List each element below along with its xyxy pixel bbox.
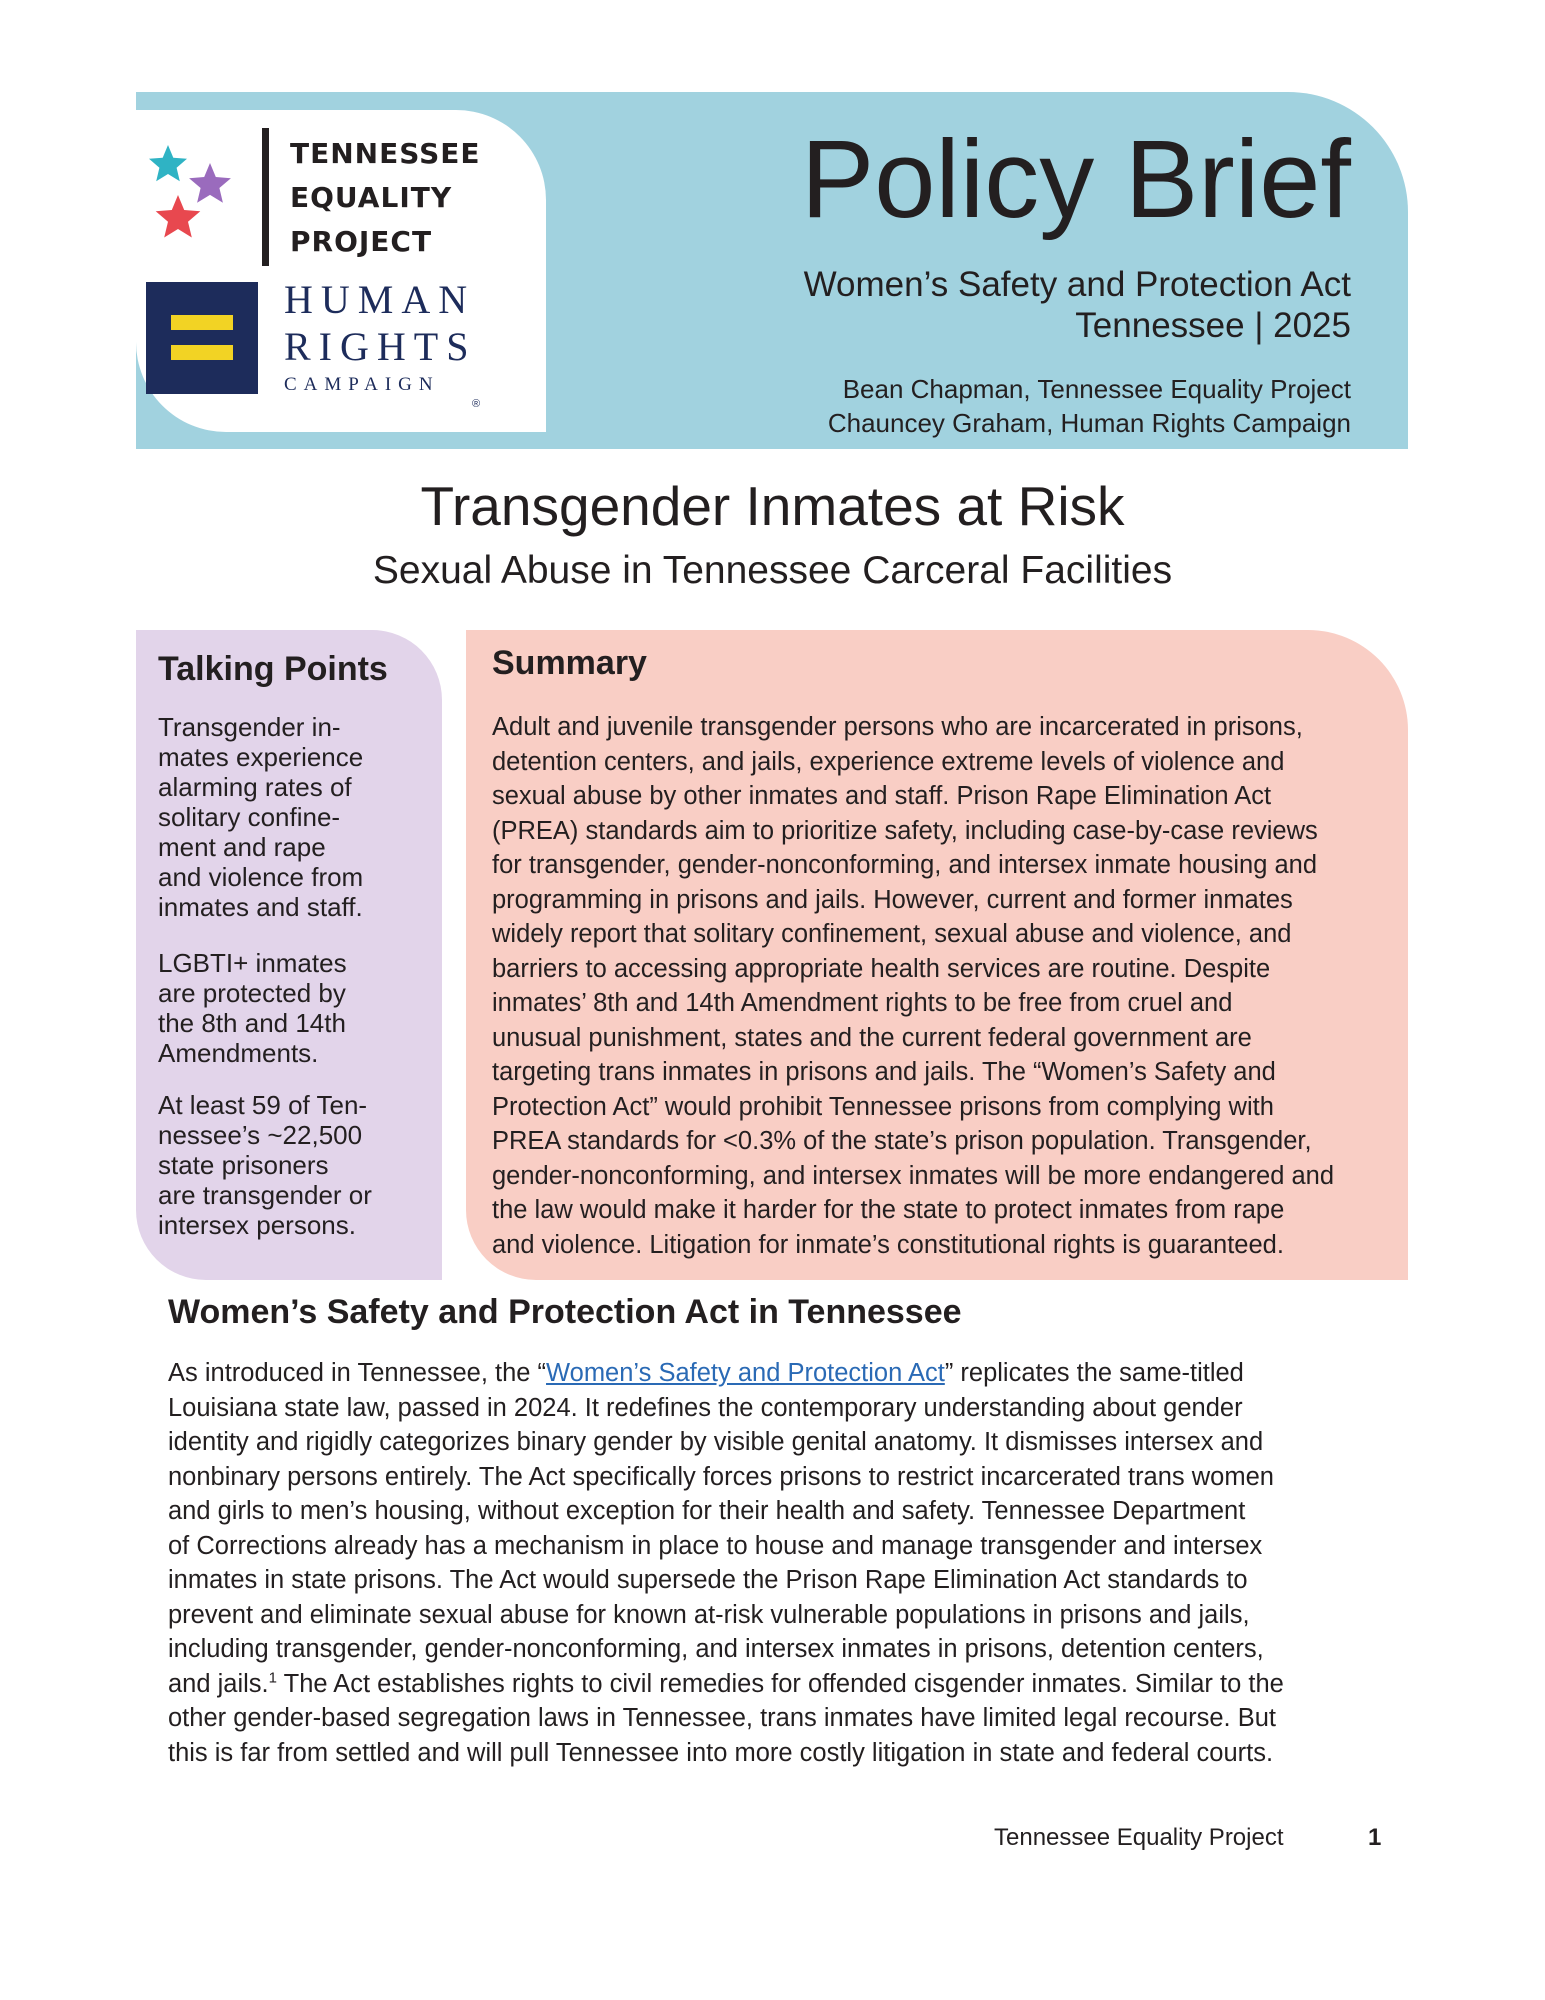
talking-point-line: and violence from xyxy=(158,862,364,892)
talking-point-paragraph xyxy=(158,1090,428,1240)
body-line-with-link xyxy=(168,1356,1400,1391)
summary-line: gender-nonconforming, and intersex inmates will be more endangered and xyxy=(492,1161,1335,1190)
talking-point-line: Amendments. xyxy=(158,1038,319,1068)
body-line: Louisiana state law, passed in 2024. It redefines the contemporary understanding about gender xyxy=(168,1393,1243,1422)
body-line: identity and rigidly categorizes binary gender by visible genital anatomy. It dismisses intersex and xyxy=(168,1428,1264,1456)
summary-line: detention centers, and jails, experience extreme levels of violence and xyxy=(492,747,1285,776)
body-line: prevent and eliminate sexual abuse for known at-risk vulnerable populations in prisons and jails, xyxy=(168,1600,1250,1629)
body-line: inmates in state prisons. The Act would supersede the Prison Rape Elimination Act standards to xyxy=(168,1566,1248,1594)
summary-line: PREA standards for <0.3% of the state’s prison population. Transgender, xyxy=(492,1127,1312,1155)
body-text: The Act establishes rights to civil remedies for offended cisgender inmates. Similar to the xyxy=(277,1669,1284,1698)
summary-heading: Summary xyxy=(492,644,647,682)
body-line: of Corrections already has a mechanism in place to house and manage transgender and intersex xyxy=(168,1531,1263,1560)
body-text: and jails. xyxy=(168,1669,269,1698)
hrc-logo-line: HUMAN xyxy=(284,277,476,322)
hrc-logo-text xyxy=(284,276,484,396)
tep-logo-divider xyxy=(262,128,269,266)
summary-line: for transgender, gender-nonconforming, and intersex inmate housing and xyxy=(492,851,1318,879)
body-line: and girls to men’s housing, without exception for their health and safety. Tennessee Department xyxy=(168,1497,1246,1525)
registered-mark: ® xyxy=(472,398,481,410)
policy-brief-subtitle xyxy=(804,264,1351,346)
summary-text xyxy=(492,710,1398,1262)
talking-point-line: are transgender or xyxy=(158,1180,372,1210)
author-line: Chauncey Graham, Human Rights Campaign xyxy=(827,408,1351,438)
summary-line: the law would make it harder for the state to protect inmates from rape xyxy=(492,1196,1285,1224)
talking-point-line: ment and rape xyxy=(158,832,326,862)
talking-point-line: At least 59 of Ten- xyxy=(158,1090,368,1120)
summary-line: unusual punishment, states and the current federal government are xyxy=(492,1023,1252,1052)
talking-points-heading: Talking Points xyxy=(158,650,388,688)
subtitle-line: Women’s Safety and Protection Act xyxy=(803,265,1351,304)
summary-line: and violence. Litigation for inmate’s constitutional rights is guaranteed. xyxy=(492,1230,1284,1259)
talking-point-paragraph xyxy=(158,948,428,1068)
tep-stars-logo xyxy=(148,145,240,245)
summary-line: sexual abuse by other inmates and staff. Prison Rape Elimination Act xyxy=(492,782,1272,810)
red-star-icon xyxy=(156,195,201,238)
talking-point-line: Transgender in- xyxy=(158,712,341,742)
hrc-equality-logo-icon xyxy=(146,282,258,394)
summary-line: Adult and juvenile transgender persons who are incarcerated in prisons, xyxy=(492,713,1303,741)
tep-logo-line: PROJECT xyxy=(290,225,433,258)
policy-brief-title: Policy Brief xyxy=(800,118,1351,241)
summary-line: Protection Act” would prohibit Tennessee prisons from complying with xyxy=(492,1092,1274,1121)
summary-line: inmates’ 8th and 14th Amendment rights to be free from cruel and xyxy=(492,989,1233,1017)
tep-logo-line: TENNESSEE xyxy=(290,137,481,170)
authors xyxy=(828,372,1351,440)
footer-organization: Tennessee Equality Project xyxy=(994,1824,1284,1851)
summary-line: barriers to accessing appropriate health services are routine. Despite xyxy=(492,954,1271,983)
talking-point-line: intersex persons. xyxy=(158,1210,356,1240)
body-line: other gender-based segregation laws in Tennessee, trans inmates have limited legal recourse. But xyxy=(168,1704,1277,1732)
talking-point-line: are protected by xyxy=(158,978,346,1008)
body-text: As introduced in Tennessee, the “ xyxy=(168,1359,547,1387)
talking-point-line: the 8th and 14th xyxy=(158,1008,346,1038)
hrc-logo-line: CAMPAIGN xyxy=(284,374,440,395)
summary-line: (PREA) standards aim to prioritize safety, including case-by-case reviews xyxy=(492,816,1318,845)
talking-point-line: mates experience xyxy=(158,742,364,772)
summary-line: programming in prisons and jails. However, current and former inmates xyxy=(492,885,1293,914)
document-title: Transgender Inmates at Risk xyxy=(420,475,1125,537)
hrc-logo-bar-bottom xyxy=(171,345,233,360)
section-heading: Women’s Safety and Protection Act in Tennessee xyxy=(168,1293,962,1331)
talking-point-line: alarming rates of xyxy=(158,772,352,802)
talking-point-line: solitary confine- xyxy=(158,802,341,832)
body-line-with-footnote xyxy=(168,1667,1400,1702)
talking-point-line: LGBTI+ inmates xyxy=(158,948,347,978)
purple-star-icon xyxy=(189,163,231,203)
document-subtitle: Sexual Abuse in Tennessee Carceral Facilities xyxy=(372,549,1173,592)
tep-logo-text xyxy=(290,132,530,264)
act-link[interactable]: Women’s Safety and Protection Act xyxy=(546,1359,945,1387)
summary-line: widely report that solitary confinement, sexual abuse and violence, and xyxy=(492,920,1292,948)
talking-point-line: nessee’s ~22,500 xyxy=(158,1120,363,1150)
tep-logo-line: EQUALITY xyxy=(290,181,453,214)
body-text: ” replicates the same-titled xyxy=(944,1359,1244,1387)
hrc-logo-bar-top xyxy=(171,315,233,330)
footnote-marker[interactable]: 1 xyxy=(268,1669,277,1686)
hrc-logo-line: RIGHTS xyxy=(284,324,477,369)
author-line: Bean Chapman, Tennessee Equality Project xyxy=(842,374,1351,404)
body-line: including transgender, gender-nonconforming, and intersex inmates in prisons, detention centers, xyxy=(168,1635,1264,1663)
body-line: this is far from settled and will pull Tennessee into more costly litigation in state and federal courts. xyxy=(168,1738,1274,1767)
subtitle-line: Tennessee | 2025 xyxy=(1075,306,1351,345)
talking-point-paragraph xyxy=(158,712,428,922)
talking-point-line: state prisoners xyxy=(158,1150,329,1180)
summary-line: targeting trans inmates in prisons and jails. The “Women’s Safety and xyxy=(492,1058,1276,1086)
talking-point-line: inmates and staff. xyxy=(158,892,363,922)
teal-star-icon xyxy=(149,145,187,181)
section-body xyxy=(168,1356,1400,1770)
body-line: nonbinary persons entirely. The Act specifically forces prisons to restrict incarcerated trans women xyxy=(168,1462,1274,1491)
page-number: 1 xyxy=(1368,1824,1382,1851)
